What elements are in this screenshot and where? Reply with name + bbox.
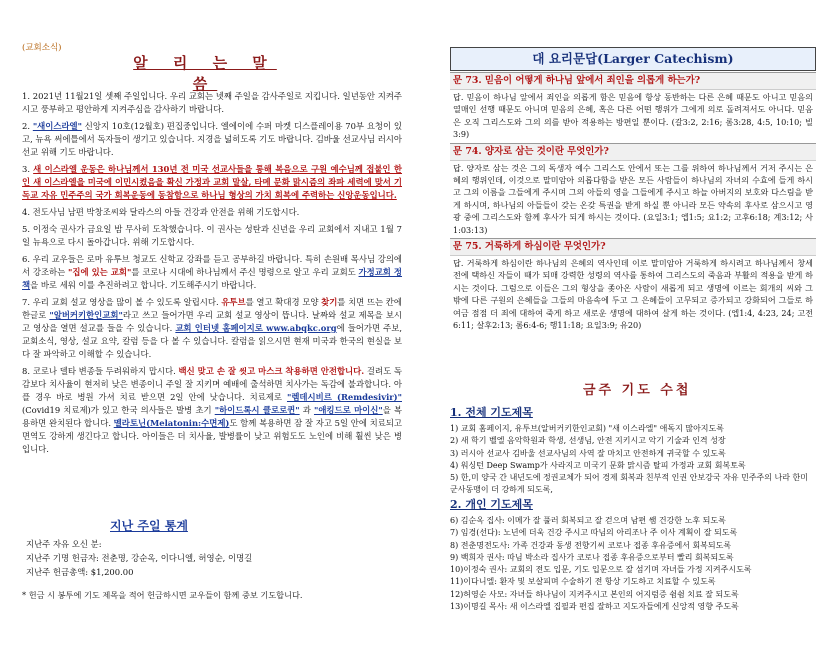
section-tag: (교회소식) <box>22 43 62 53</box>
church-channel-name: "알버커키한인교회" <box>49 310 123 320</box>
item-text: 에 들어가면 주보, 교회소식, 영상, 설교 요약, 칼럼 등을 다 볼 수 있습니다. 칼럼을 읽으시면 현재 미국과 한국의 현실을 보다 잘 파악하고 이해할 수 있습니다. <box>22 323 402 359</box>
list-item: 3) 러시아 선교사 김바울 선교사님의 사역 잘 마치고 안전하게 귀국할 수 있도록 <box>450 448 726 458</box>
catechism-qa <box>450 72 816 334</box>
footnote: * 헌금 시 봉투에 기도 제목을 적어 헌금하시면 교우들이 함께 중보 기도합니다. <box>22 590 303 600</box>
item-text: 새 이스라엘 운동은 하나님께서 130년 전 미국 선교사들을 통해 복음으로 구원 예수님께 접붙인 한인 새 이스라엘을 미국에 이민시켰음을 확신 가정과 교회 말살, 타메 문화 맑시즘의 좌파 세력에 맞서 기독교 자유 민주주의 국가 회복운동에 동참함으로 하나님 형상의 가치 회복에 주력하는 신앙운동입니다. <box>22 164 402 200</box>
announcement-item-2 <box>22 120 402 159</box>
stats-donors: 지난주 기명 헌금자: 전춘명, 강순옥, 이다니엘, 허영순, 이명길 <box>26 553 253 563</box>
stats-attendance: 지난주 자유 오신 분: <box>26 539 102 549</box>
item-text: 전도사님 남편 박창조씨와 달라스의 아들 건강과 안전을 위해 기도합시다. <box>32 207 300 217</box>
magazine-name: "새이스라엘" <box>32 121 82 131</box>
item-text: (Covid19 치료제)가 있고 한국 의사들은 발병 초기 <box>22 405 215 415</box>
safety-phrase: 백신 맞고 손 잘 씻고 마스크 착용하면 안전합니다. <box>178 366 365 376</box>
question-74: 문 74. 양자로 삼는 것이란 무엇인가? <box>450 143 816 161</box>
section-1-heading: 1. 전체 기도제목 <box>450 406 533 419</box>
section-2-heading: 2. 개인 기도제목 <box>450 498 533 511</box>
drug-remdesivir: "렘데시비르 (Remdesivir)" <box>286 392 402 402</box>
home-church-phrase: "집에 있는 교회" <box>68 267 132 277</box>
search-word: 찾기 <box>321 297 338 307</box>
announcement-item-6 <box>22 253 402 292</box>
item-text: 도 함께 복용하면 잠 잘 자고 5일 안에 치료되고 면역도 강하게 생긴다고 합니다. 아이들은 더 치사율, 발병률이 낮고 위험도도 노인에 비해 훨씬 낮은 병입니다. <box>22 418 402 454</box>
item-text: 우리 교우들은 로마 유투브 청교도 신학교 강좌를 듣고 공부하길 바랍니다. 특히 손원배 목사님 강의에서 강조하는 <box>22 254 403 277</box>
announcement-item-7 <box>22 296 402 361</box>
item-text: 걸려도 독감보다 치사율이 현저히 낮은 변종이니 주일 잘 지키며 예배에 출석하면 치사가는 독감에 불과합니다. 아플 경우 바로 병원 가셔 치료 받으면 2일 안에 낫습니다. 치료제로 <box>22 366 402 402</box>
list-item: 10)이정숙 권사: 교회의 전도 입문, 기도 입문으로 잘 섬기며 자녀들 가정 지켜주시도록 <box>450 565 752 575</box>
item-text: 과 <box>299 405 314 415</box>
item-number: 6. <box>22 254 30 264</box>
list-item: 13)이명길 목사: 새 이스라엘 집필과 편집 잘하고 지도자들에게 신앙적 영향 주도록 <box>450 602 739 612</box>
announcement-list <box>22 90 402 460</box>
list-item: 7) 임경(선다): 노년에 더욱 건강 주시고 따님의 아리조나 주 이사 계획이 잘 되도록 <box>450 528 738 538</box>
answer-75: 답. 거룩하게 하심이란 하나님의 은혜의 역사인데 이로 말미암아 거룩하게 하시려고 하나님께서 창세 전에 택하신 자들이 때가 되매 강력한 성령의 역사를 통하여 그리스도의 죽음과 부활의 적용을 받게 하시는 것이다. 그럼으로 이들은 그의 형상을 좇아온 사람이 새롭게 되고 생명에 이르는 회개의 씨와 그 밖에 다른 구원의 은혜들을 그들의 마음속에 두고 그 은혜들이 고무되고 증가되고 강화되어 그들로 하여금 점점 더 죄에 대하여 죽게 하고 새로운 생명에 대하여 살게 하는 것이다. (엡1:4, 4:23, 24; 고전6:11; 살후2:13; 롬6:4-6; 행11:18; 요일3:9; 유20) <box>453 258 813 331</box>
prayer-title: 금주 기도 수첩 <box>583 383 692 398</box>
item-text: 를 치면 뜨는 칸에 한글로 <box>22 297 402 320</box>
announcement-item-8 <box>22 365 402 456</box>
announcement-title: 알 리 는 말 씀 <box>133 54 277 93</box>
item-text: 을 복용하면 완치된다 합니다. <box>22 405 403 428</box>
item-text: 신앙지 10호(12월호) 편집중입니다. 엘에이에 수퍼 마켓 디스플레이용 70부 요청이 있고, 뉴욕 써에틀에서 독자들이 생기고 있습니다. 지경을 넓히도록 기도 바랍니다. 김바울 선교사님 러시아 선교 위해 기도 바랍니다. <box>22 121 402 157</box>
list-item: 12)허영순 사모: 자녀들 하나님이 지켜주시고 본인의 어지럼증 쉼쉼 치료 잘 되도록 <box>450 589 739 599</box>
homepage-link[interactable]: 교회 인터넷 홈페이지로 www.abqkc.org <box>175 323 337 333</box>
item-text: 이정숙 권사가 금요일 밤 무사히 도착했습니다. 이 권사는 성탄과 신년을 우리 교회에서 지내고 1월 7일 뉴욕으로 다시 돌아갑니다. 위해 기도합시다. <box>22 224 403 247</box>
announcement-item-5 <box>22 223 402 249</box>
list-item: 6) 김순옥 집사: 이메가 잘 풀러 회복되고 잘 걷으며 남편 쌤 건강한 노후 되도록 <box>450 516 726 525</box>
item-number: 7. <box>22 297 30 307</box>
question-73: 문 73. 믿음이 어떻게 하나님 앞에서 죄인을 의롭게 하는가? <box>450 72 816 90</box>
item-text: 을 바로 세워 이를 추진하려고 합니다. 기도해주시기 바랍니다. <box>30 280 257 290</box>
answer-73: 답. 믿음이 하나님 앞에서 죄인을 의롭게 함은 믿음에 항상 동반하는 다른 은혜 때문도 아니고 믿음의 열매인 선행 때문도 아니며 믿음의 은혜, 혹은 다른 어떤 행위가 그에게 의로 돌려져서도 아니다. 믿음은 오직 그리스도와 그의 의를 받아 적용하는 방편일 뿐이다. (갈3:2, 2:16; 롬3:28, 4:5, 10:10; 빌3:9) <box>453 92 813 140</box>
list-item: 2) 새 학기 벨엘 음악학원과 학생, 선생님, 안전 지키시고 악기 기술과 인격 성장 <box>450 436 726 446</box>
stats-total: 지난주 헌금총액: $1,200.00 <box>26 567 134 577</box>
announcement-item-3 <box>22 163 402 202</box>
prayer-section-1 <box>450 404 816 497</box>
stats-block <box>26 537 252 579</box>
item-number: 2. <box>22 121 30 131</box>
answer-74: 답. 양자로 삼는 것은 그의 독생자 예수 그리스도 안에서 또는 그를 위하여 하나님께서 거저 주시는 은혜의 행위인데, 이것으로 말미암아 의롭다함을 받은 모든 사람들이 하나님의 자녀의 수효에 들게 하시고 그의 이름을 그들에게 주시며 그의 아들의 영을 그들에게 주시고 하늘 아버지의 보호와 다스림을 받게 하시며, 하나님의 아들들이 갖는 온갖 특권을 받게 하실 뿐 아니라 모든 약속의 후사로 삼으시고 영광 중에 그리스도와 함께 후사가 되게 하시는 것이다. (요일3:1; 엡1:5; 요1:2; 고후6:18; 계3:12; 사1:03:13) <box>453 162 813 235</box>
item-text: 우리 교회 설교 영상을 많이 볼 수 있도록 알립시다. <box>32 297 222 307</box>
section-2-list <box>450 515 816 613</box>
question-75: 문 75. 거룩하게 하심이란 무엇인가? <box>450 238 816 256</box>
stats-title: 지난 주일 통계 <box>110 519 188 533</box>
prayer-section-2 <box>450 496 816 613</box>
house-church-policy: 가정교회 정책 <box>22 267 403 290</box>
youtube-word: 유투브 <box>221 297 246 307</box>
catechism-title: 대 요리문답(Larger Catechism) <box>450 47 816 71</box>
item-number: 4. <box>22 207 30 217</box>
list-item: 8) 전춘명전도사: 가족 건강과 동생 전향기씨 코로나 접종 후유증에서 회복되도록 <box>450 540 732 550</box>
item-text: 를 코로나 시대에 하나님께서 주신 명령으로 알고 우리 교회도 <box>131 267 359 277</box>
drug-hydroxychloroquine: "하이드록시 클로로퀸" <box>214 405 300 415</box>
item-text: 2021년 11월21일 셋째 주일입니다. 우리 교회는 넷째 주일을 감사주일로 지킵니다. 일년동안 지켜주시고 풍부하고 평안하게 지켜주심을 감사하기 바랍니다. <box>22 91 402 114</box>
announcement-item-4 <box>22 206 402 219</box>
item-text: 를 열고 확대경 모양 <box>245 297 322 307</box>
drug-azithromycin: "애킹드로 마이신" <box>313 405 383 415</box>
item-number: 8. <box>22 366 30 376</box>
item-text: 라고 쓰고 들어가면 우리 교회 설교 영상이 뜹니다. 날짜와 설교 제목을 보시고 영상을 열면 설교를 들을 수 있습니다. <box>22 310 403 333</box>
list-item: 4) 워싱턴 Deep Swamp가 사라지고 미국기 문화 맑시즘 탈피 가정과 교회 회복토록 <box>450 460 746 470</box>
item-number: 5. <box>22 224 30 234</box>
list-item: 5) 한,미 양국 간 내년도에 정권교체가 되어 경제 회복과 친부적 인권 안보강국 자유 민주주의 나라 한미 군사동맹이 더 강하게 되도록, <box>450 473 809 495</box>
list-item: 1) 교회 홈페이지, 유투브(알버커키한인교회) "새 이스라엘" 애독지 많아지도록 <box>450 424 724 433</box>
item-number: 3. <box>22 164 30 174</box>
announcement-item-1 <box>22 90 402 116</box>
drug-melatonin: 멜라토닌(Melatonin:수면제) <box>113 418 230 428</box>
item-number: 1. <box>22 91 30 101</box>
list-item: 9) 백희자 권사: 따님 박소라 집사가 코로나 접종 후유증으로부터 빨리 회복되도록 <box>450 552 734 562</box>
list-item: 11)이다니엘: 환자 및 보살피며 수술하기 전 항상 기도하고 치료할 수 있도록 <box>450 577 716 587</box>
section-1-list <box>450 423 816 497</box>
item-text: 코로나 델타 변종들 두려워하지 맙시다. <box>32 366 179 376</box>
